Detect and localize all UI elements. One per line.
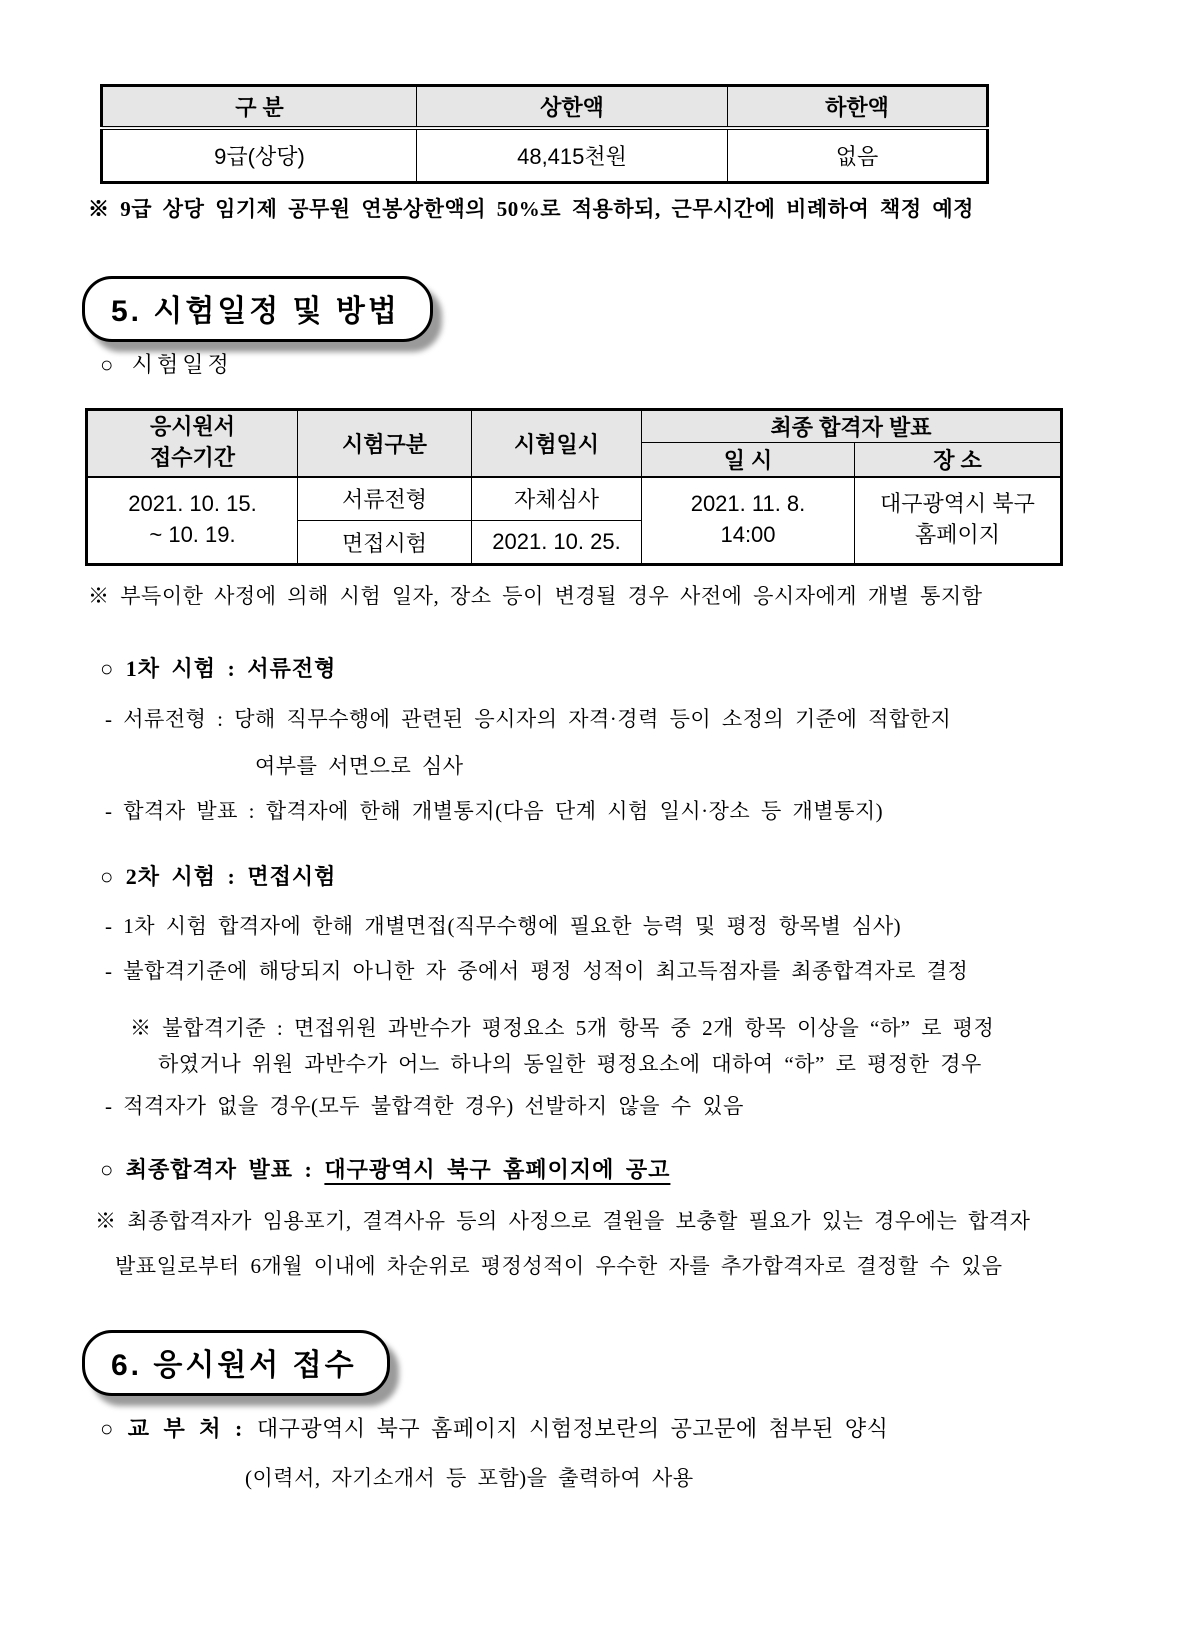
col-exam-datetime: 시험일시	[472, 410, 642, 477]
schedule-change-note: ※ 부득이한 사정에 의해 시험 일자, 장소 등이 변경될 경우 사전에 응시자에게 개별 통지함	[88, 584, 983, 608]
first-exam-line-3: - 합격자 발표 : 합격자에 한해 개별통지(다음 단계 시험 일시·장소 등 개별통지)	[105, 799, 884, 823]
additional-pass-note-1: ※ 최종합격자가 임용포기, 결격사유 등의 사정으로 결원을 보충할 필요가 있는 경우에는 합격자	[95, 1209, 1031, 1233]
salary-cap-table	[100, 84, 989, 184]
final-announcement-prefix: ○ 최종합격자 발표 :	[100, 1157, 325, 1182]
col-final-place: 장 소	[855, 443, 1062, 477]
final-announcement-place: 대구광역시 북구 홈페이지에 공고	[324, 1157, 671, 1182]
section5-title: 5. 시험일정 및 방법	[111, 295, 400, 328]
final-datetime-cell: 2021. 11. 8. 14:00	[642, 477, 855, 565]
first-exam-line-2: 여부를 서면으로 심사	[255, 754, 464, 778]
first-exam-line-1: - 서류전형 : 당해 직무수행에 관련된 응시자의 자격·경력 등이 소정의 기준에 적합한지	[105, 707, 952, 731]
section5-title-badge	[82, 276, 433, 342]
first-exam-heading: ○ 1차 시험 : 서류전형	[100, 656, 337, 681]
exam2-when-cell: 2021. 10. 25.	[472, 521, 642, 565]
section6-title: 6. 응시원서 접수	[111, 1349, 357, 1382]
salary-col-lower: 하한액	[728, 86, 988, 128]
salary-table-header-row	[102, 86, 988, 128]
second-exam-line-1: - 1차 시험 합격자에 한해 개별면접(직무수행에 필요한 능력 및 평정 항목별 심사)	[105, 914, 902, 938]
salary-col-category: 구 분	[102, 86, 417, 128]
col-exam-type: 시험구분	[298, 410, 472, 477]
final-announcement-heading	[100, 1153, 670, 1184]
salary-note: ※ 9급 상당 임기제 공무원 연봉상한액의 50%로 적용하되, 근무시간에 비례하여 책정 예정	[88, 197, 974, 221]
exam-schedule-table	[85, 408, 1063, 566]
col-final-datetime: 일 시	[642, 443, 855, 477]
schedule-data-row-1	[87, 477, 1062, 521]
salary-upper-cell: 48,415천원	[417, 128, 728, 183]
distribution-line-1	[100, 1412, 888, 1443]
final-place-cell: 대구광역시 북구 홈페이지	[855, 477, 1062, 565]
salary-grade-cell: 9급(상당)	[102, 128, 417, 183]
second-exam-line-2: - 불합격기준에 해당되지 아니한 자 중에서 평정 성적이 최고득점자를 최종합격자로 결정	[105, 959, 969, 983]
col-application-period: 응시원서 접수기간	[87, 410, 298, 477]
salary-table-data-row	[102, 128, 988, 183]
schedule-header-row-1	[87, 410, 1062, 443]
additional-pass-note-2: 발표일로부터 6개월 이내에 차순위로 평정성적이 우수한 자를 추가합격자로 결정할 수 있음	[115, 1254, 1003, 1278]
section6-title-badge	[82, 1330, 390, 1396]
distribution-line-2: (이력서, 자기소개서 등 포함)을 출력하여 사용	[245, 1466, 694, 1490]
application-period-cell: 2021. 10. 15. ~ 10. 19.	[87, 477, 298, 565]
exam1-type-cell: 서류전형	[298, 477, 472, 521]
fail-criteria-note-1: ※ 불합격기준 : 면접위원 과반수가 평정요소 5개 항목 중 2개 항목 이상을 “하” 로 평정	[130, 1016, 995, 1040]
salary-lower-cell: 없음	[728, 128, 988, 183]
col-final-announcement: 최종 합격자 발표	[642, 410, 1062, 443]
exam2-type-cell: 면접시험	[298, 521, 472, 565]
exam1-when-cell: 자체심사	[472, 477, 642, 521]
fail-criteria-note-2: 하였거나 위원 과반수가 어느 하나의 동일한 평정요소에 대하여 “하” 로 평정한 경우	[158, 1052, 982, 1076]
schedule-heading: ○ 시험일정	[100, 352, 233, 377]
salary-col-upper: 상한액	[417, 86, 728, 128]
second-exam-heading: ○ 2차 시험 : 면접시험	[100, 864, 337, 889]
distribution-prefix: ○ 교 부 처 :	[100, 1416, 257, 1441]
distribution-text: 대구광역시 북구 홈페이지 시험정보란의 공고문에 첨부된 양식	[256, 1416, 889, 1441]
second-exam-line-3: - 적격자가 없을 경우(모두 불합격한 경우) 선발하지 않을 수 있음	[105, 1094, 744, 1118]
